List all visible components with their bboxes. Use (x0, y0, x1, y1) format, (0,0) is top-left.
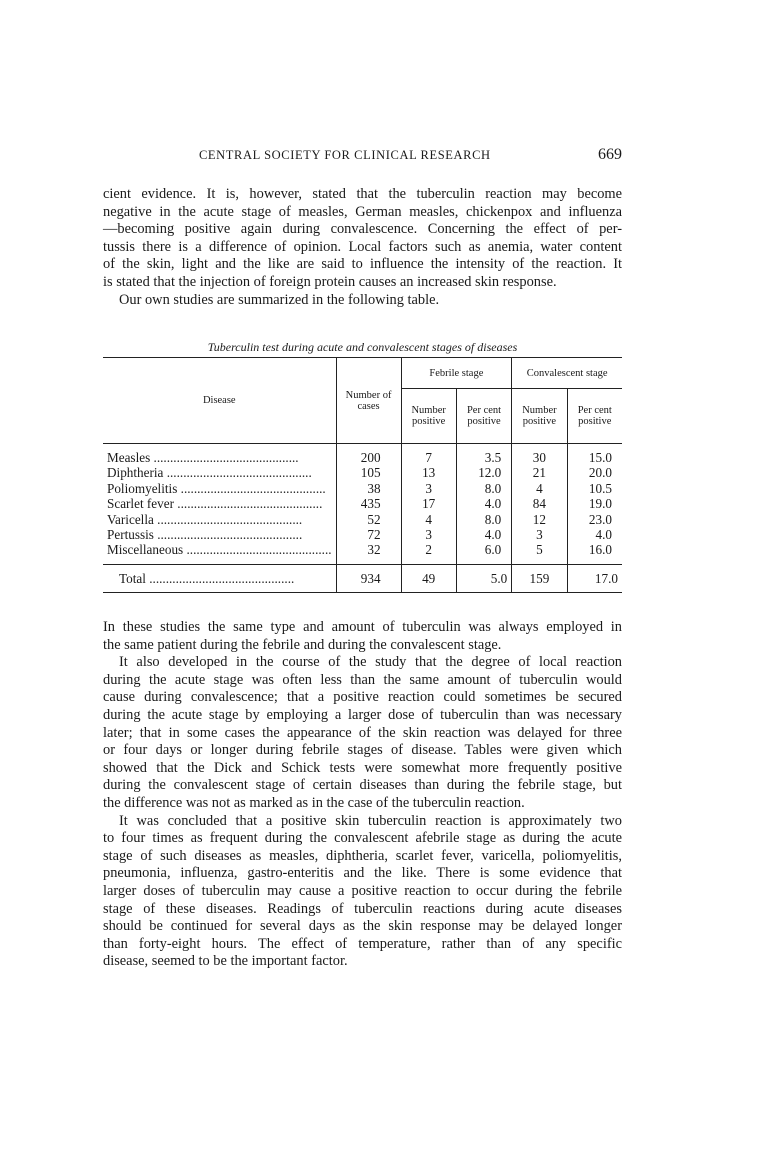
febrile-percent-cell (456, 496, 511, 511)
col-febrile-number: Number positive (401, 389, 456, 444)
febrile-number-cell-text: 4 (425, 511, 432, 527)
text-line: cause during convalescence; that a positive reaction could sometimes be secured (103, 689, 622, 706)
febrile-number-cell-text: 2 (425, 542, 432, 558)
febrile-number-cell-text: 3 (425, 527, 432, 543)
col-convalescent-percent: Per cent positive (567, 389, 622, 444)
cases-cell-text: 72 (367, 527, 381, 543)
text-line: during the convalescent stage of certain diseases than during the febrile stage, but (103, 777, 622, 794)
febrile-number-cell-text: 17 (422, 496, 436, 512)
disease-cell (103, 512, 336, 527)
paragraph (103, 619, 622, 654)
cases-cell (336, 481, 401, 496)
febrile-percent-cell (456, 564, 511, 592)
running-title: CENTRAL SOCIETY FOR CLINICAL RESEARCH (199, 148, 491, 162)
text-line: stage of such diseases as measles, diphtheria, scarlet fever, varicella, poliomyelitis, (103, 847, 622, 864)
text-line: is stated that the injection of foreign protein causes an increased skin response. (103, 273, 557, 290)
paragraph (103, 813, 622, 971)
disease-cell-text: Total (119, 570, 146, 586)
convalescent-percent-cell-text: 17.0 (594, 570, 618, 586)
table-row (103, 527, 622, 542)
febrile-number-cell-text: 3 (425, 480, 432, 496)
febrile-number-cell-text: 49 (422, 570, 436, 586)
cases-cell-text: 934 (360, 570, 381, 586)
disease-cell (103, 527, 336, 542)
convalescent-percent-cell-text: 16.0 (588, 542, 612, 558)
convalescent-number-cell (512, 465, 567, 480)
col-convalescent-number: Number positive (512, 389, 567, 444)
text-line: In these studies the same type and amount of tuberculin was always employed in (103, 619, 622, 635)
febrile-percent-cell-text: 3.5 (484, 450, 502, 465)
text-line: tussis there is a difference of opinion. Local factors such as anemia, water content (103, 238, 622, 255)
disease-cell (103, 496, 336, 511)
disease-cell (103, 542, 336, 564)
text-line: negative in the acute stage of measles, German measles, chickenpox and influenza (103, 203, 622, 220)
cases-cell-text: 200 (360, 450, 381, 465)
text-line: pneumonia, influenza, gastro-enteritis and the like. There is some evidence that (103, 865, 622, 882)
paragraph (103, 186, 622, 292)
convalescent-number-cell-text: 21 (532, 465, 546, 481)
convalescent-number-cell-text: 84 (532, 496, 546, 512)
convalescent-number-cell-text: 159 (529, 570, 550, 586)
text-line: It also developed in the course of the study that the degree of local reaction (119, 654, 622, 671)
convalescent-number-cell-text: 12 (532, 511, 546, 527)
febrile-percent-cell-text: 4.0 (484, 496, 502, 512)
text-line: It was concluded that a positive skin tuberculin reaction is approximately two (119, 812, 622, 829)
convalescent-number-cell (512, 444, 567, 466)
paragraph (103, 292, 622, 310)
febrile-percent-cell-text: 8.0 (484, 511, 502, 527)
convalescent-number-cell (512, 527, 567, 542)
disease-cell-text: Measles (107, 450, 151, 465)
results-table (103, 357, 622, 593)
table-row (103, 444, 622, 466)
disease-cell-text: Scarlet fever (107, 496, 174, 512)
febrile-number-cell (401, 481, 456, 496)
convalescent-percent-cell (567, 444, 622, 466)
disease-cell-text: Miscellaneous (107, 542, 184, 558)
convalescent-percent-cell (567, 496, 622, 511)
febrile-number-cell (401, 444, 456, 466)
febrile-number-cell (401, 465, 456, 480)
convalescent-percent-cell-text: 19.0 (588, 496, 612, 512)
febrile-percent-cell-text: 5.0 (490, 570, 508, 586)
cases-cell (336, 496, 401, 511)
table-row (103, 512, 622, 527)
febrile-percent-cell-text: 12.0 (478, 465, 502, 481)
convalescent-percent-cell (567, 542, 622, 564)
febrile-percent-cell (456, 512, 511, 527)
text-line: Our own studies are summarized in the following table. (119, 291, 440, 308)
febrile-percent-cell-text: 6.0 (484, 542, 502, 558)
col-febrile-percent: Per cent positive (456, 389, 511, 444)
febrile-number-cell (401, 527, 456, 542)
text-line: during the acute stage was often less than the same amount of tuberculin would (103, 671, 622, 688)
text-line: —becoming positive again during convalescence. Concerning the effect of per- (103, 221, 622, 238)
text-line: should be continued for several days as the skin response may be delayed longer (103, 918, 622, 935)
febrile-percent-cell (456, 542, 511, 564)
page-number: 669 (598, 146, 622, 163)
febrile-number-cell (401, 564, 456, 592)
convalescent-number-cell (512, 564, 567, 592)
text-line: or four days or longer during febrile stages of disease. Tables were given which (103, 742, 622, 759)
disease-cell (103, 465, 336, 480)
text-line: during the acute stage by employing a larger dose of tuberculin than was necessary (103, 706, 622, 723)
text-line: the same patient during the febrile and during the convalescent stage. (103, 636, 502, 653)
convalescent-percent-cell-text: 23.0 (588, 511, 612, 527)
text-line: the difference was not as marked as in the case of the tuberculin reaction. (103, 794, 525, 811)
cases-cell-text: 32 (367, 542, 381, 558)
convalescent-number-cell (512, 496, 567, 511)
cases-cell-text: 38 (367, 480, 381, 496)
convalescent-percent-cell (567, 465, 622, 480)
convalescent-number-cell-text: 4 (536, 480, 543, 496)
convalescent-percent-cell (567, 481, 622, 496)
convalescent-number-cell (512, 481, 567, 496)
convalescent-percent-cell (567, 527, 622, 542)
cases-cell-text: 435 (360, 496, 381, 512)
convalescent-number-cell-text: 3 (536, 527, 543, 543)
disease-cell (103, 481, 336, 496)
febrile-percent-cell-text: 4.0 (484, 527, 502, 543)
convalescent-percent-cell (567, 564, 622, 592)
convalescent-number-cell (512, 542, 567, 564)
disease-cell-text: Diphtheria (107, 465, 164, 481)
febrile-number-cell (401, 496, 456, 511)
febrile-percent-cell (456, 527, 511, 542)
text-line: than forty-eight hours. The effect of temperature, rather than of any specific (103, 935, 622, 952)
table-row (103, 481, 622, 496)
convalescent-percent-cell-text: 15.0 (588, 450, 612, 465)
febrile-number-cell (401, 542, 456, 564)
convalescent-percent-cell-text: 10.5 (588, 480, 612, 496)
text-line: of the skin, light and the like are said to influence the intensity of the reaction. It (103, 256, 622, 273)
text-line: to four times as frequent during the convalescent afebrile stage as during the acute (103, 830, 622, 847)
disease-cell-text: Pertussis (107, 527, 154, 543)
disease-cell-text: Varicella (107, 511, 154, 527)
cases-cell (336, 465, 401, 480)
col-disease: Disease (202, 395, 236, 406)
disease-cell (103, 444, 336, 466)
convalescent-percent-cell-text: 20.0 (588, 465, 612, 481)
convalescent-number-cell (512, 512, 567, 527)
text-line: showed that the Dick and Schick tests were somewhat more frequently positive (103, 759, 622, 776)
table-row (103, 542, 622, 564)
cases-cell-text: 52 (367, 511, 381, 527)
total-row (103, 564, 622, 592)
text-line: disease, seemed to be the important factor. (103, 953, 348, 970)
paragraph (103, 654, 622, 812)
cases-cell (336, 542, 401, 564)
febrile-number-cell-text: 7 (425, 450, 432, 465)
table-caption: Tuberculin test during acute and convalescent stages of diseases (207, 340, 518, 354)
col-febrile: Febrile stage (401, 358, 512, 389)
table-row (103, 496, 622, 511)
text-line: later; that in some cases the appearance of the skin reaction was delayed for three (103, 724, 622, 741)
cases-cell (336, 444, 401, 466)
convalescent-percent-cell-text: 4.0 (595, 527, 612, 543)
disease-cell (103, 564, 336, 592)
cases-cell (336, 564, 401, 592)
text-line: larger doses of tuberculin may cause a positive reaction to occur during the febrile (103, 882, 622, 899)
convalescent-percent-cell (567, 512, 622, 527)
text-line: cient evidence. It is, however, stated that the tuberculin reaction may become (103, 186, 622, 202)
febrile-percent-cell (456, 444, 511, 466)
col-convalescent: Convalescent stage (512, 358, 622, 389)
cases-cell (336, 527, 401, 542)
febrile-percent-cell (456, 465, 511, 480)
convalescent-number-cell-text: 5 (536, 542, 543, 558)
cases-cell-text: 105 (360, 465, 381, 481)
febrile-number-cell-text: 13 (422, 465, 436, 481)
febrile-percent-cell-text: 8.0 (484, 480, 502, 496)
col-cases: Number of cases (336, 358, 401, 444)
cases-cell (336, 512, 401, 527)
disease-cell-text: Poliomyelitis (107, 480, 178, 496)
table-row (103, 465, 622, 480)
text-line: stage of these diseases. Readings of tuberculin reactions during acute diseases (103, 900, 622, 917)
running-header (103, 146, 622, 166)
convalescent-number-cell-text: 30 (532, 450, 546, 465)
febrile-percent-cell (456, 481, 511, 496)
febrile-number-cell (401, 512, 456, 527)
